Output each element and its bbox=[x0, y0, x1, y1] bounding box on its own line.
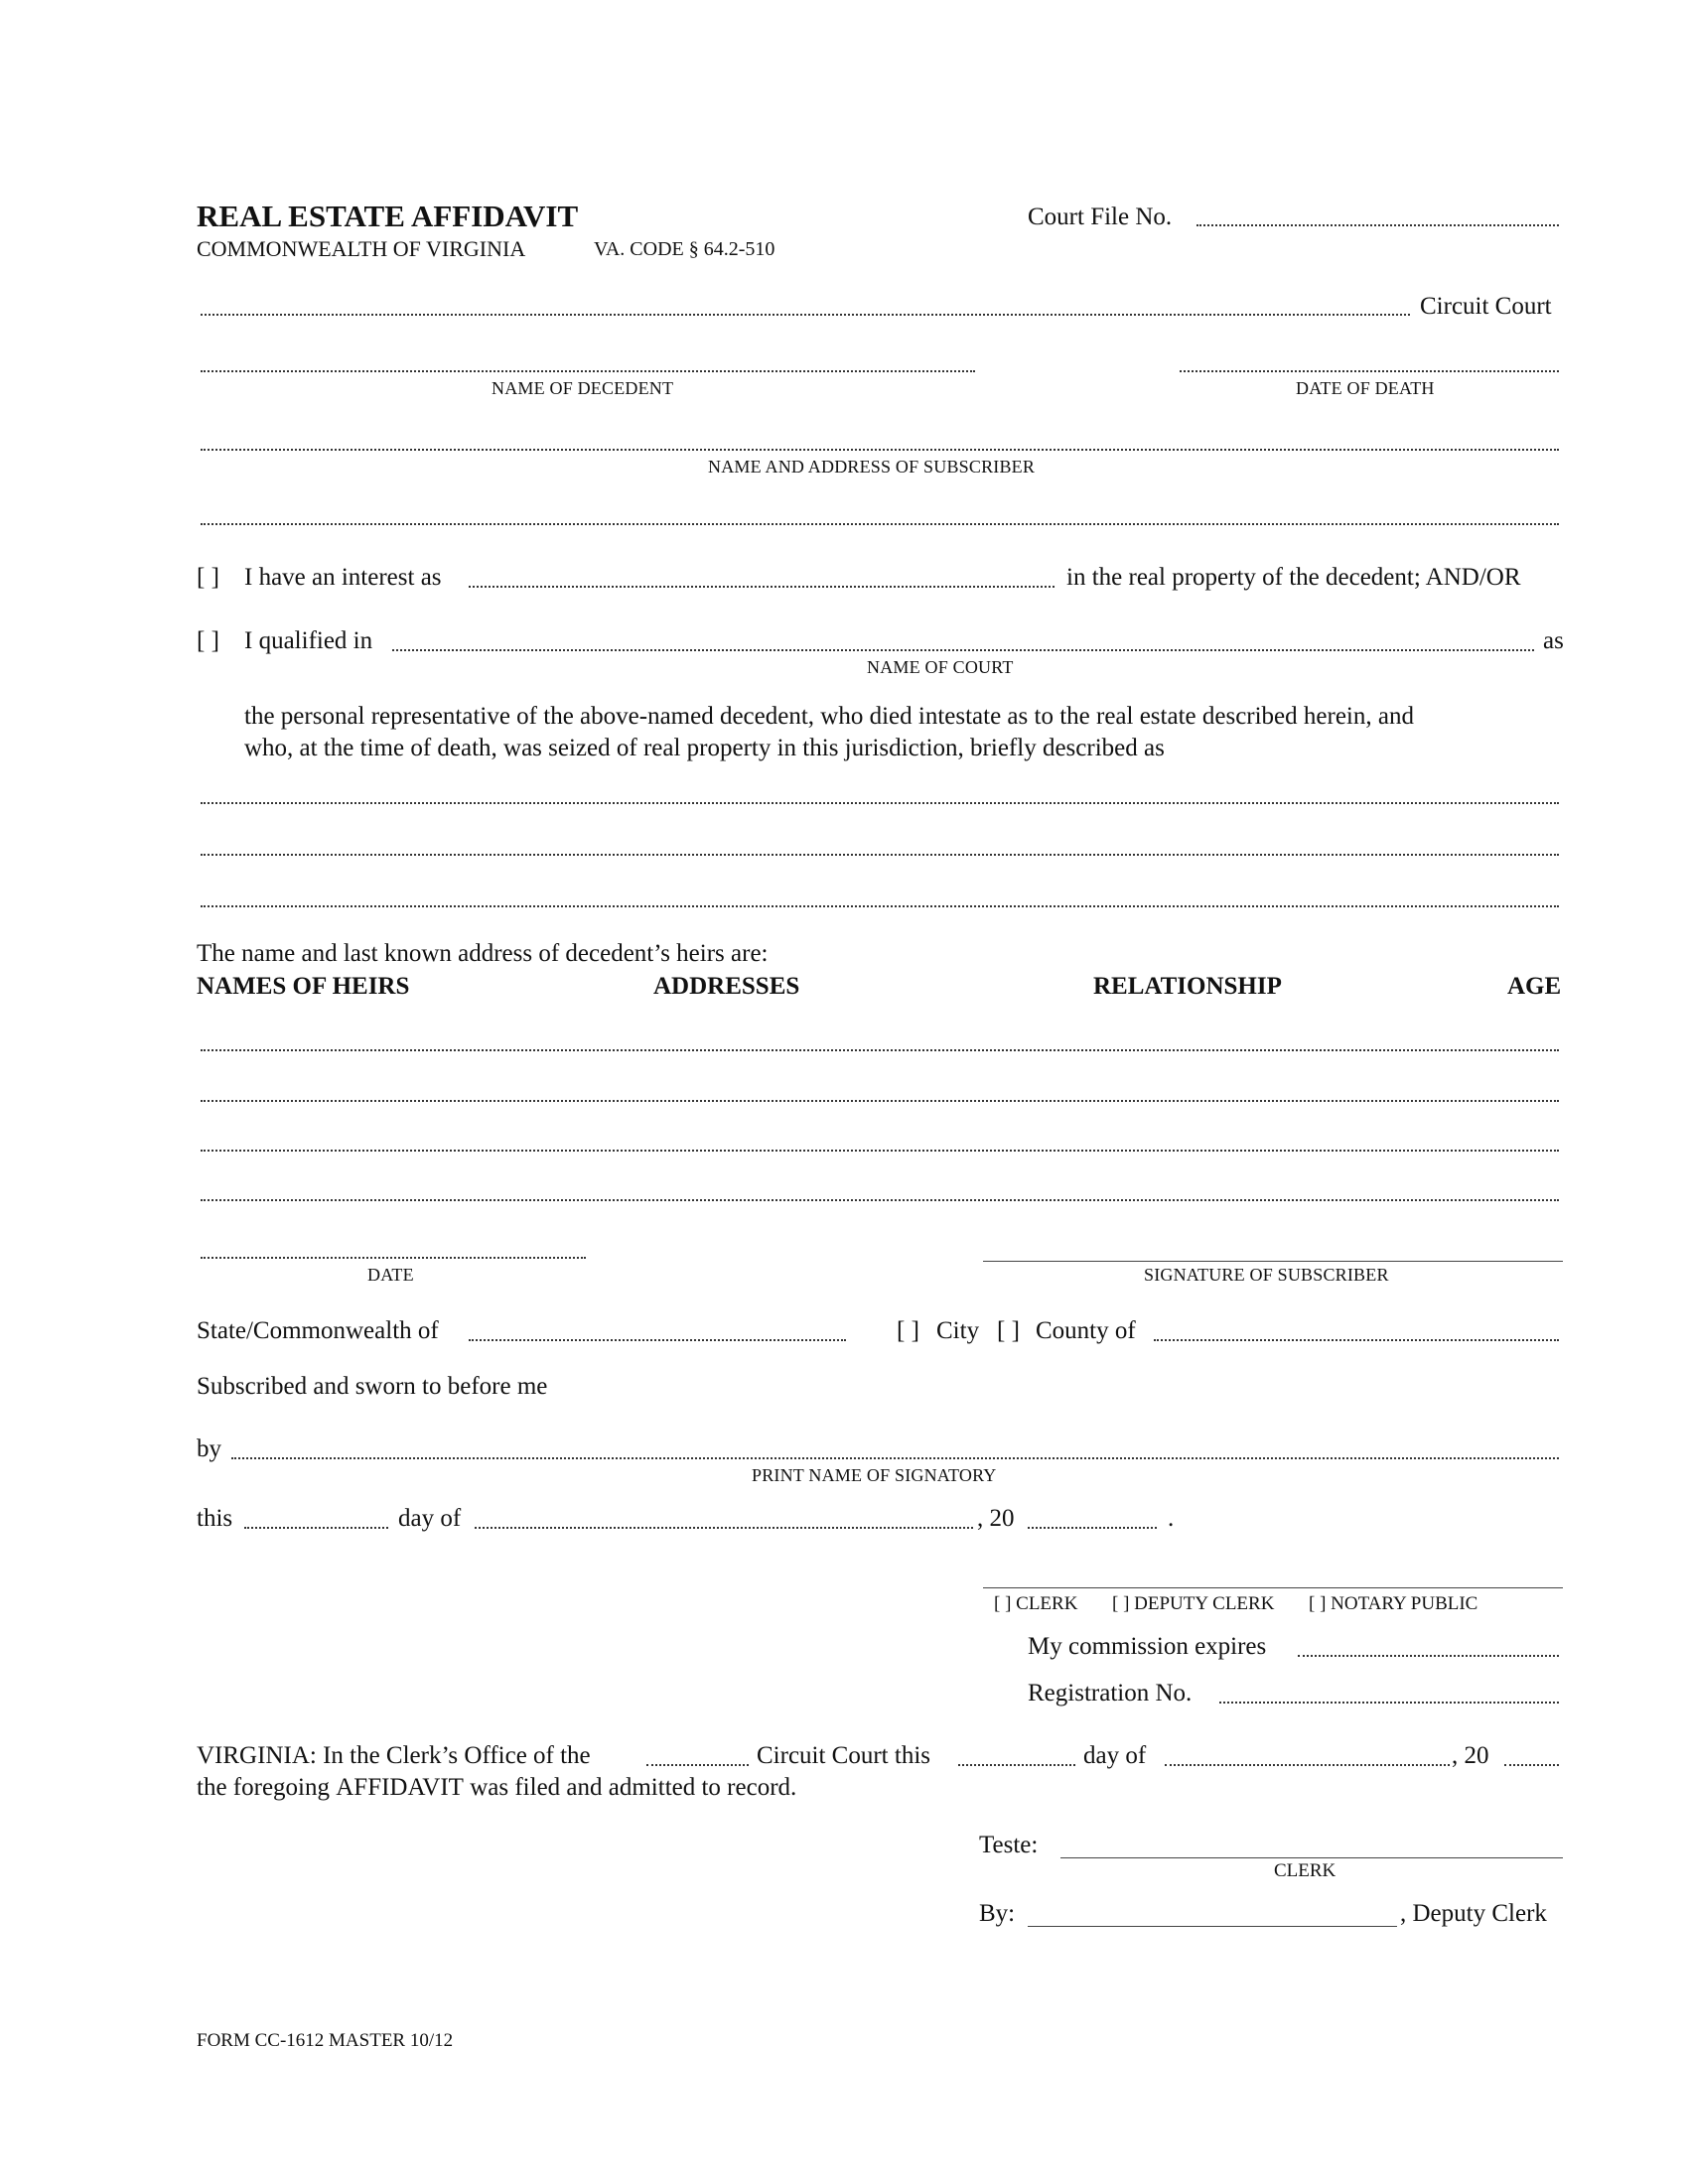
qualified-checkbox[interactable]: [ ] bbox=[197, 627, 219, 654]
decedent-name-field[interactable] bbox=[201, 370, 975, 372]
signature-of-subscriber-label: SIGNATURE OF SUBSCRIBER bbox=[1144, 1265, 1389, 1285]
heirs-col-addresses: ADDRESSES bbox=[653, 973, 800, 1000]
teste-label: Teste: bbox=[979, 1832, 1039, 1858]
paragraph-line-1: the personal representative of the above-named decedent, who died intestate as to the real estate described herein, and bbox=[244, 703, 1414, 730]
filing-year-prefix: , 20 bbox=[1452, 1742, 1489, 1769]
subscriber-name-address-field-2[interactable] bbox=[201, 523, 1559, 525]
heirs-row-4[interactable] bbox=[201, 1199, 1559, 1201]
day-of-label: day of bbox=[398, 1505, 462, 1532]
registration-number-field[interactable] bbox=[1219, 1702, 1559, 1704]
filing-line2-end: was filed and admitted to record. bbox=[470, 1774, 797, 1801]
signatory-name-field[interactable] bbox=[231, 1457, 1559, 1459]
jurat-month-field[interactable] bbox=[475, 1527, 973, 1529]
circuit-court-label: Circuit Court bbox=[1420, 293, 1552, 320]
county-checkbox[interactable]: [ ] bbox=[997, 1317, 1020, 1344]
interest-suffix: in the real property of the decedent; AND/OR bbox=[1066, 564, 1521, 591]
filing-court-field[interactable] bbox=[646, 1764, 749, 1766]
filing-year-field[interactable] bbox=[1504, 1764, 1559, 1766]
interest-checkbox[interactable]: [ ] bbox=[197, 564, 219, 591]
heirs-col-age: AGE bbox=[1507, 973, 1562, 1000]
property-description-field-2[interactable] bbox=[201, 854, 1559, 856]
county-label: County of bbox=[1036, 1317, 1136, 1344]
filing-prefix: VIRGINIA: In the Clerk’s Office of the bbox=[197, 1742, 591, 1769]
officer-option-deputy-clerk[interactable]: [ ] DEPUTY CLERK bbox=[1112, 1593, 1275, 1614]
paragraph-line-2: who, at the time of death, was seized of real property in this jurisdiction, briefly described as bbox=[244, 735, 1165, 761]
deputy-clerk-signature-field[interactable] bbox=[1028, 1926, 1397, 1927]
officer-option-notary-public[interactable]: [ ] NOTARY PUBLIC bbox=[1309, 1593, 1478, 1614]
city-label: City bbox=[936, 1317, 980, 1344]
this-label: this bbox=[197, 1505, 233, 1532]
filing-day-of: day of bbox=[1083, 1742, 1147, 1769]
va-code-citation: VA. CODE § 64.2-510 bbox=[594, 238, 775, 260]
filing-circuit-court-this: Circuit Court this bbox=[757, 1742, 930, 1769]
city-checkbox[interactable]: [ ] bbox=[897, 1317, 919, 1344]
clerk-label: CLERK bbox=[1274, 1860, 1336, 1881]
property-description-field-1[interactable] bbox=[201, 802, 1559, 804]
qualified-suffix: as bbox=[1543, 627, 1564, 654]
filing-line2-start: the foregoing bbox=[197, 1774, 330, 1801]
by-label: by bbox=[197, 1435, 221, 1462]
heirs-intro: The name and last known address of decedent’s heirs are: bbox=[197, 940, 769, 967]
circuit-court-name-field[interactable] bbox=[201, 314, 1410, 316]
page-title: REAL ESTATE AFFIDAVIT bbox=[197, 199, 579, 233]
jurat-day-field[interactable] bbox=[244, 1527, 388, 1529]
print-name-signatory-label: PRINT NAME OF SIGNATORY bbox=[752, 1465, 997, 1485]
deputy-clerk-label: , Deputy Clerk bbox=[1400, 1900, 1547, 1927]
by-deputy-label: By: bbox=[979, 1900, 1016, 1927]
filing-month-field[interactable] bbox=[1165, 1764, 1450, 1766]
name-address-subscriber-label: NAME AND ADDRESS OF SUBSCRIBER bbox=[708, 457, 1036, 477]
date-of-death-label: DATE OF DEATH bbox=[1296, 378, 1435, 398]
court-file-label: Court File No. bbox=[1028, 204, 1173, 230]
interest-prefix: I have an interest as bbox=[244, 564, 442, 591]
jurat-period: . bbox=[1168, 1505, 1175, 1532]
registration-label: Registration No. bbox=[1028, 1680, 1193, 1706]
court-file-number-field[interactable] bbox=[1196, 224, 1559, 226]
name-of-court-label: NAME OF COURT bbox=[867, 657, 1014, 677]
date-field[interactable] bbox=[201, 1257, 586, 1259]
heirs-row-2[interactable] bbox=[201, 1100, 1559, 1102]
jurat-year-field[interactable] bbox=[1028, 1527, 1157, 1529]
officer-signature-field[interactable] bbox=[983, 1587, 1563, 1588]
filing-day-field[interactable] bbox=[958, 1764, 1075, 1766]
interest-as-field[interactable] bbox=[469, 586, 1055, 588]
form-id: FORM CC-1612 MASTER 10/12 bbox=[197, 2030, 454, 2051]
date-of-death-field[interactable] bbox=[1180, 370, 1559, 372]
property-description-field-3[interactable] bbox=[201, 905, 1559, 907]
commission-expires-field[interactable] bbox=[1298, 1655, 1559, 1657]
county-field[interactable] bbox=[1154, 1339, 1559, 1341]
subscriber-name-address-field-1[interactable] bbox=[201, 449, 1559, 451]
heirs-col-names: NAMES OF HEIRS bbox=[197, 973, 410, 1000]
heirs-row-1[interactable] bbox=[201, 1049, 1559, 1051]
subtitle-commonwealth: COMMONWEALTH OF VIRGINIA bbox=[197, 236, 526, 261]
date-label: DATE bbox=[367, 1265, 414, 1285]
qualified-prefix: I qualified in bbox=[244, 627, 373, 654]
subscriber-signature-field[interactable] bbox=[983, 1261, 1563, 1262]
state-label: State/Commonwealth of bbox=[197, 1317, 439, 1344]
heirs-row-3[interactable] bbox=[201, 1150, 1559, 1152]
sworn-text: Subscribed and sworn to before me bbox=[197, 1373, 548, 1400]
filing-line-2 bbox=[197, 1774, 796, 1802]
teste-clerk-signature-field[interactable] bbox=[1060, 1857, 1563, 1858]
jurat-year-prefix: , 20 bbox=[977, 1505, 1015, 1532]
state-field[interactable] bbox=[469, 1339, 846, 1341]
affidavit-word: AFFIDAVIT bbox=[336, 1774, 464, 1801]
commission-expires-label: My commission expires bbox=[1028, 1633, 1267, 1660]
officer-option-clerk[interactable]: [ ] CLERK bbox=[994, 1593, 1078, 1614]
qualified-court-field[interactable] bbox=[392, 649, 1534, 651]
name-of-decedent-label: NAME OF DECEDENT bbox=[492, 378, 674, 398]
heirs-col-relationship: RELATIONSHIP bbox=[1093, 973, 1282, 1000]
